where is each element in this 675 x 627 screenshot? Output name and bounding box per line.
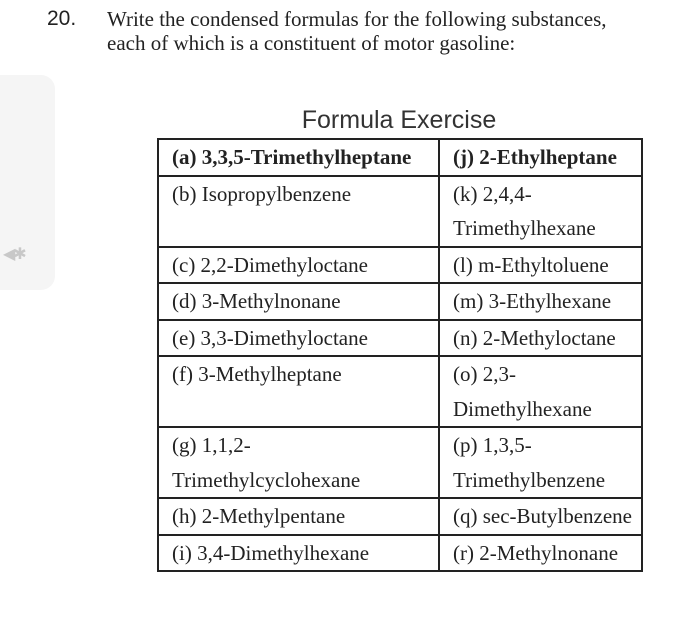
table-cell: (d) 3-Methylnonane <box>158 283 439 320</box>
table-cell: (f) 3-Methylheptane <box>158 356 439 427</box>
table-cell: (h) 2-Methylpentane <box>158 498 439 535</box>
table-row <box>158 356 642 427</box>
table-cell: (l) m-Ethyltoluene <box>439 247 642 284</box>
question-text: Write the condensed formulas for the following substances, each of which is a constituent of motor gasoline: <box>107 7 607 55</box>
table-cell: (o) 2,3-Dimethylhexane <box>439 356 642 427</box>
table-cell: (q) sec-Butylbenzene <box>439 498 642 535</box>
table-row <box>158 283 642 320</box>
table-cell: (g) 1,1,2-Trimethylcyclohexane <box>158 427 439 498</box>
table-cell: (p) 1,3,5-Trimethylbenzene <box>439 427 642 498</box>
table-row <box>158 247 642 284</box>
table-row <box>158 535 642 572</box>
table-row <box>158 498 642 535</box>
table-cell: (c) 2,2-Dimethyloctane <box>158 247 439 284</box>
table-cell: (e) 3,3-Dimethyloctane <box>158 320 439 357</box>
table-cell: (n) 2-Methyloctane <box>439 320 642 357</box>
table-cell: (k) 2,4,4-Trimethylhexane <box>439 176 642 247</box>
table-row <box>158 427 642 498</box>
question <box>47 7 647 55</box>
table-cell: (m) 3-Ethylhexane <box>439 283 642 320</box>
formula-table <box>157 138 643 572</box>
table-cell: (j) 2-Ethylheptane <box>439 139 642 176</box>
table-caption: Formula Exercise <box>301 106 497 134</box>
question-number: 20. <box>47 7 77 30</box>
speaker-mute-icon[interactable]: ◀✱ <box>3 244 25 263</box>
table-cell: (b) Isopropylbenzene <box>158 176 439 247</box>
table-row <box>158 176 642 247</box>
table-row <box>158 320 642 357</box>
table-cell: (i) 3,4-Dimethylhexane <box>158 535 439 572</box>
table-cell: (r) 2-Methylnonane <box>439 535 642 572</box>
table-row <box>158 139 642 176</box>
table-cell: (a) 3,3,5-Trimethylheptane <box>158 139 439 176</box>
